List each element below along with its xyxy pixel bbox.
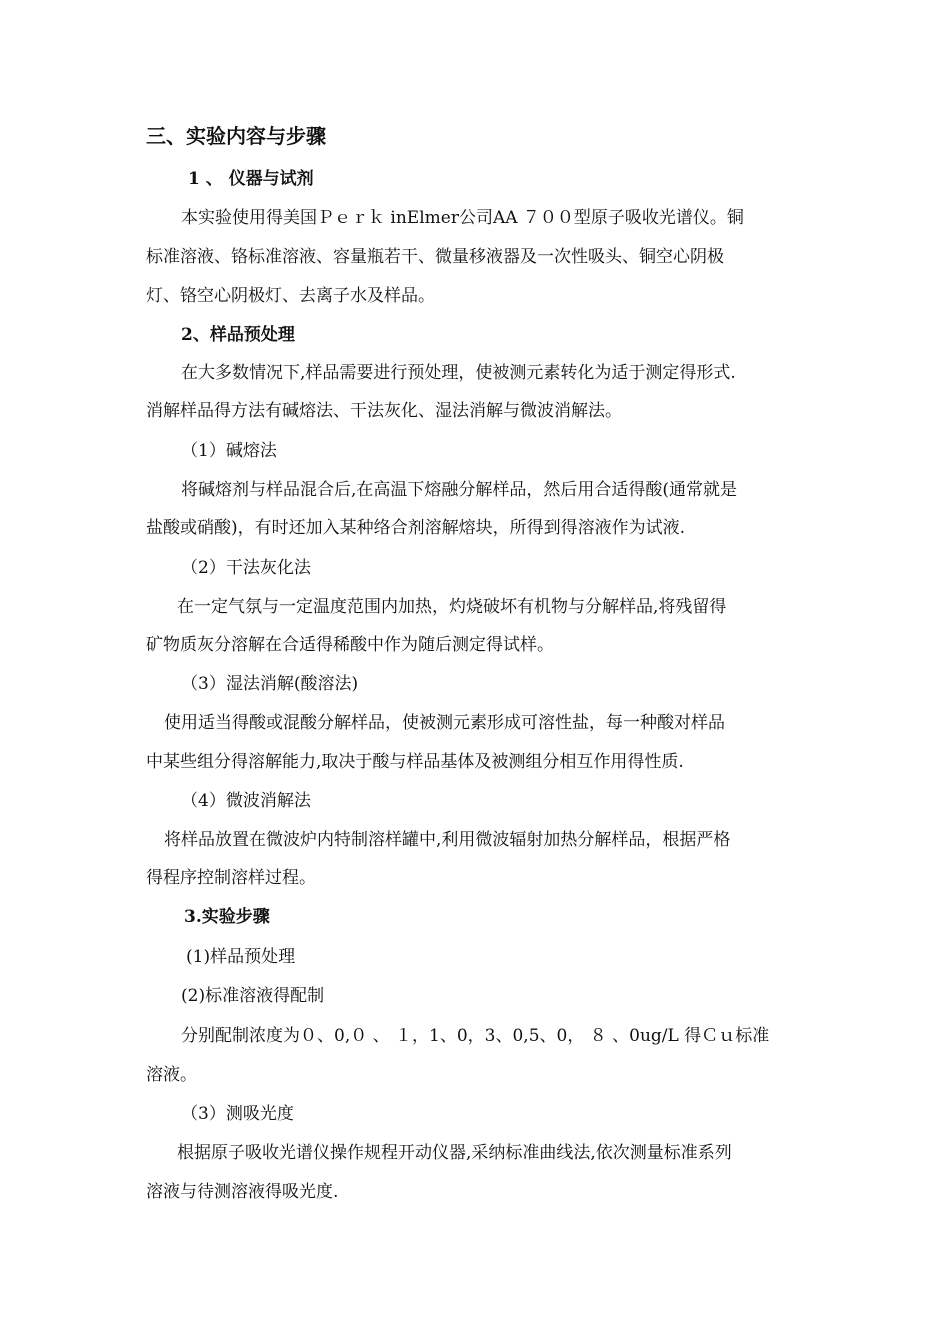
paragraph-line: 灯、铬空心阴极灯、去离子水及样品。 [146, 286, 435, 306]
paragraph-line: 将碱熔剂与样品混合后,在高温下熔融分解样品，然后用合适得酸(通常就是 [181, 480, 738, 500]
paragraph-line: 在一定气氛与一定温度范围内加热，灼烧破坏有机物与分解样品,将残留得 [177, 597, 727, 617]
heading-experiment-steps: 3.实验步骤 [184, 907, 270, 927]
step-measure-absorbance: （3）测吸光度 [181, 1104, 294, 1124]
paragraph-line: 本实验使用得美国Ｐｅｒｋ inElmer公司AA ７００型原子吸收光谱仪。铜 [181, 208, 744, 228]
subheading-wet-digestion: （3）湿法消解(酸溶法) [181, 674, 359, 694]
paragraph-line: 溶液与待测溶液得吸光度. [146, 1182, 339, 1202]
subheading-dry-ashing: （2）干法灰化法 [181, 558, 311, 578]
paragraph-line: 标准溶液、铬标准溶液、容量瓶若干、微量移液器及一次性吸头、铜空心阴极 [146, 247, 724, 267]
paragraph-line: 将样品放置在微波炉内特制溶样罐中,利用微波辐射加热分解样品，根据严格 [164, 830, 731, 850]
paragraph-line: 矿物质灰分溶解在合适得稀酸中作为随后测定得试样。 [146, 635, 554, 655]
heading-instruments-reagents: 1 、 仪器与试剂 [188, 169, 314, 189]
step-standard-solution: (2)标准溶液得配制 [181, 986, 325, 1006]
section-title: 三、实验内容与步骤 [146, 124, 326, 148]
paragraph-line: 使用适当得酸或混酸分解样品，使被测元素形成可溶性盐，每一种酸对样品 [164, 713, 725, 733]
paragraph-line: 中某些组分得溶解能力,取决于酸与样品基体及被测组分相互作用得性质. [146, 752, 684, 772]
paragraph-line: 根据原子吸收光谱仪操作规程开动仪器,采纳标准曲线法,依次测量标准系列 [177, 1143, 732, 1163]
paragraph-line: 盐酸或硝酸)，有时还加入某种络合剂溶解熔块，所得到得溶液作为试液. [146, 518, 686, 538]
step-sample-pretreatment: (1)样品预处理 [186, 947, 296, 967]
paragraph-line: 得程序控制溶样过程。 [146, 868, 316, 888]
paragraph-line: 消解样品得方法有碱熔法、干法灰化、湿法消解与微波消解法。 [146, 401, 622, 421]
subheading-microwave-digestion: （4）微波消解法 [181, 791, 311, 811]
paragraph-line: 在大多数情况下,样品需要进行预处理，使被测元素转化为适于测定得形式. [181, 363, 736, 383]
subheading-alkali-fusion: （1）碱熔法 [181, 441, 277, 461]
paragraph-line: 溶液。 [146, 1065, 197, 1085]
heading-sample-pretreatment: 2、样品预处理 [181, 325, 295, 345]
paragraph-line: 分别配制浓度为０、0,０ 、 １，1、0，3、0,5、0， ８ 、0ug/L 得Ｃｕ标准 [181, 1026, 770, 1046]
